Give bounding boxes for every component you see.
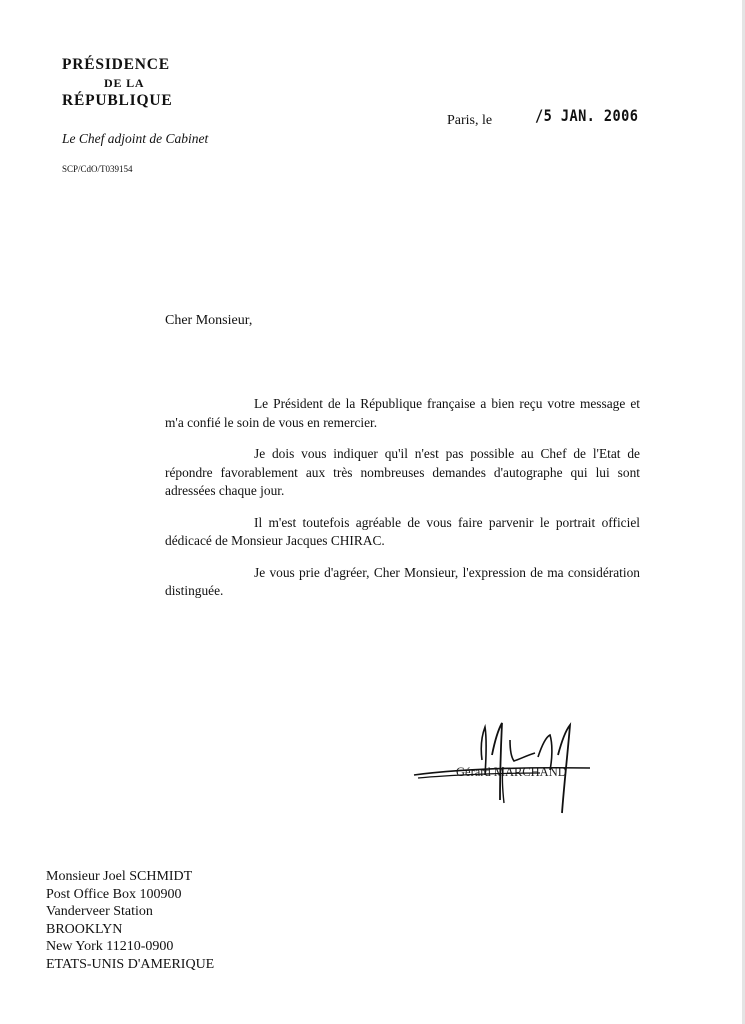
address-line: ETATS-UNIS D'AMERIQUE (46, 956, 215, 972)
paragraph: Le Président de la République française a bien reçu votre message et m'a confié le soin de vous en remercier. (165, 396, 640, 430)
address-line: Post Office Box 100900 (46, 886, 182, 902)
paragraph: Je vous prie d'agréer, Cher Monsieur, l'expression de ma considération distinguée. (165, 564, 640, 598)
sender-office: Le Chef adjoint de Cabinet (62, 131, 209, 146)
address-line: Vanderveer Station (46, 904, 153, 920)
paragraph: Il m'est toutefois agréable de vous faire parvenir le portrait officiel dédicacé de Monsieur Jacques CHIRAC. (165, 514, 640, 548)
letterhead (62, 56, 262, 110)
letterhead-line-3: RÉPUBLIQUE (62, 92, 173, 109)
letterhead-line-1: PRÉSIDENCE (62, 56, 170, 73)
signature-scrawl (410, 715, 620, 820)
salutation: Cher Monsieur, (165, 313, 253, 328)
reference-number: SCP/CdO/T039154 (62, 164, 133, 174)
paragraph: Je dois vous indiquer qu'il n'est pas possible au Chef de l'Etat de répondre favorablement aux très nombreuses demandes d'autographe qui lui sont adressées chaque jour. (165, 446, 640, 498)
letterhead-line-2: DE LA (104, 76, 145, 90)
date-place: Paris, le (447, 113, 493, 128)
recipient-address (46, 868, 214, 974)
letter-body (165, 395, 640, 614)
address-line: BROOKLYN (46, 921, 123, 937)
address-line: Monsieur Joel SCHMIDT (46, 869, 193, 884)
handwritten-signature (410, 715, 620, 820)
date-stamp: /5 JAN. 2006 (535, 106, 639, 125)
signer-name: Gérard MARCHAND (456, 765, 567, 779)
address-line: New York 11210-0900 (46, 939, 174, 955)
